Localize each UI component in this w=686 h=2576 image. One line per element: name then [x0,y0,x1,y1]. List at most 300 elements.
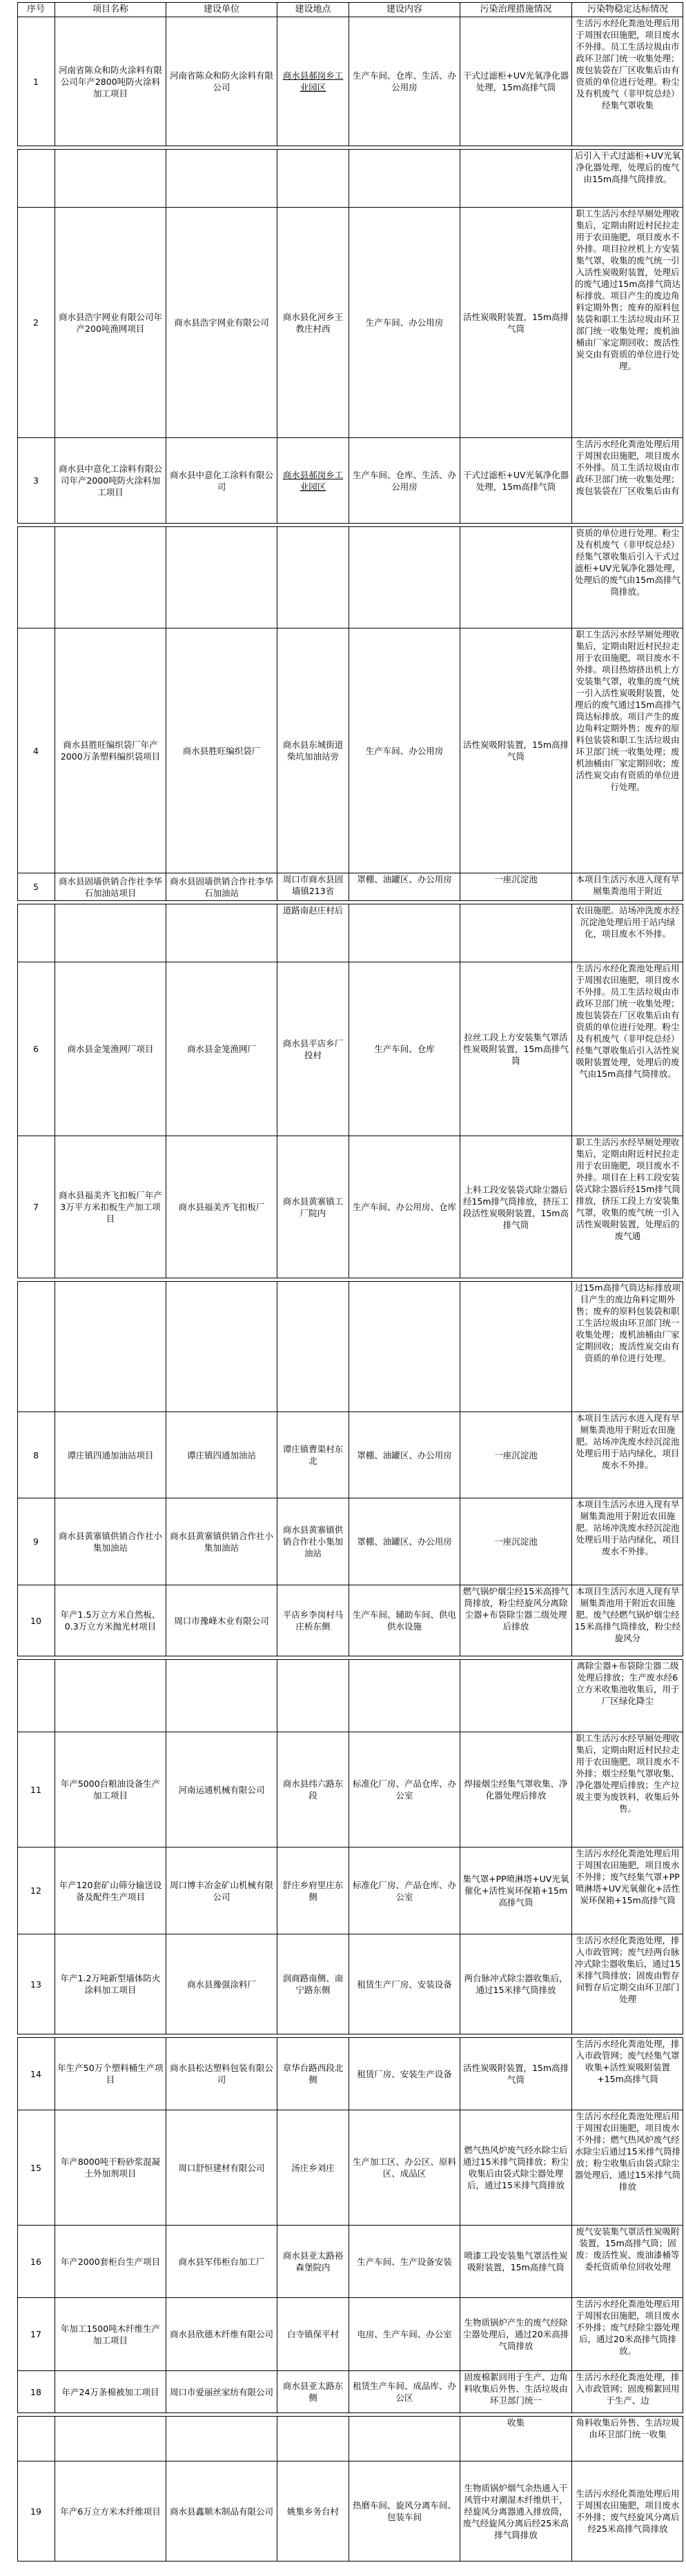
row-number: 6 [33,1044,39,1054]
pollution-measures: 喷漆工段安装集气罩活性炭吸附装置，15m高排气筒 [464,2250,568,2272]
pollution-measures: 燃气锅炉烟尘经15米高排气筒排放，粉尘经旋风分离除尘器+布袋除尘器二级处理后排放 [462,1586,569,1632]
cell-compliance [572,1934,683,2034]
cell-measures [460,1934,572,2034]
cell-measures [460,1585,572,1656]
construction-content: 罩棚、油罐区、办公用房 [357,1536,452,1547]
construction-unit: 河南运通机械有限公司 [178,1784,265,1795]
location: 商水县亚太路裕森堡院内 [282,2250,344,2272]
row-number: 17 [30,2329,41,2339]
pollution-measures: 上料工段安装袋式除尘器后经15m排气筒排放，挤压工段活性炭吸附装置，15m高排气筒 [462,1184,569,1230]
header-cell [277,2,349,17]
row-number: 18 [30,2386,41,2397]
cell-name [55,1732,166,1847]
cell-content [349,1585,460,1656]
cell-no [17,438,55,523]
pollution-measures: 一座沉淀池 [494,1449,538,1460]
table-row [17,1411,683,1498]
cell-compliance [572,628,683,873]
cell-measures [460,1732,572,1847]
cell-compliance [572,150,683,207]
project-name: 年产120套矿山筛分输送设备及配件生产项目 [59,1879,162,1902]
cell-compliance [572,527,683,628]
construction-content: 生产加工区、办公区、原料区、成品区 [352,2157,456,2179]
cell-unit [166,1498,277,1585]
location: 舒庄乡府里庄东侧 [282,1879,344,1902]
pollution-measures: 收集 [507,2417,525,2428]
table-row [17,628,683,873]
construction-unit: 周口舒恒建材有限公司 [178,2162,265,2173]
compliance-text: 生活污水经化粪池处理，排入市政管网；固废棉絮回用于生产、边 [576,2372,680,2406]
cell-unit [166,1732,277,1847]
construction-content: 生产车间、辅助车间、供电供水设施 [352,1609,456,1632]
row-number: 8 [33,1449,39,1460]
cell-compliance [572,2038,683,2110]
header-compliance: 污染物稳定达标情况 [587,4,668,14]
project-name: 商水县福美齐飞扣板厂年产3万平方米扣板生产加工项目 [58,1190,162,1224]
cell-name [55,1412,166,1498]
cell-name [55,1660,166,1732]
table-row [17,2110,683,2225]
cell-unit [166,904,277,962]
cell-content [349,1412,460,1498]
pollution-measures: 一座沉淀池 [494,874,538,884]
cell-measures [460,150,572,207]
table-row [17,207,683,437]
cell-location [277,1660,349,1732]
location: 商水县平店乡厂投村 [282,1038,344,1060]
construction-unit: 商水县军伟柜台加工厂 [178,2256,265,2267]
header-cell [55,2,166,17]
pollution-measures: 干式过滤柜+UV光氧净化器处理，15m高排气筒 [462,70,569,92]
construction-content: 电房、生产车间、办公室 [357,2329,452,2339]
location: 道路南赵庄村后 [282,905,344,915]
construction-unit: 周口市豫峰木业有限公司 [174,1615,269,1626]
pollution-measures: 一座沉淀池 [494,1536,538,1547]
cell-name [55,1934,166,2034]
cell-content [349,2298,460,2370]
table-row [17,962,683,1136]
project-name: 商水县浩宇网业有限公司年产200吨渔网项目 [58,311,162,334]
cell-content [349,1498,460,1585]
construction-content: 热磨车间、旋风分离车间、包装车间 [352,2500,456,2522]
cell-content [349,208,460,437]
pollution-measures: 活性炭吸附装置，15m高排气筒 [462,740,569,762]
row-number: 7 [33,1202,39,1212]
cell-content [349,2038,460,2110]
header-location: 建设地点 [295,4,331,14]
compliance-text: 职工生活污水经旱厕处理收集后，定期由附近村民拉走用于农田施肥，项目废水不外排；烟尘经集气罩收集、净化器处理后排放；生产垃圾主要为废铁料，收集后外售。 [576,1733,680,1814]
table-row [17,437,683,523]
project-name: 商水县胜旺编织袋厂年产2000万条塑料编织袋项目 [60,740,161,762]
cell-measures [460,1660,572,1732]
construction-content: 生产车间、仓库、生活、办公用房 [352,469,456,492]
cell-compliance [572,208,683,437]
row-number: 4 [33,745,39,756]
header-cell [349,2,460,17]
location: 白寺镇保平村 [286,2329,339,2339]
construction-content: 生产车间、办公用房 [365,745,444,756]
cell-unit [166,1282,277,1411]
row-number: 2 [33,317,39,328]
compliance-text: 后引入干式过滤柜+UV光氧净化器处理，处理后的废气由15m高排气筒排放。 [574,150,681,184]
cell-content [349,1136,460,1278]
location: 汤庄乡刘庄 [291,2162,335,2173]
cell-measures [460,962,572,1136]
cell-compliance [572,1136,683,1278]
project-name: 年产1.5万立方米自然板、0.3万立方米抛光材项目 [60,1609,161,1632]
cell-location [277,1136,349,1278]
cell-location [277,17,349,146]
cell-no [17,1732,55,1847]
cell-no [17,2417,55,2461]
location: 谭庄镇曹渠村东北 [282,1444,344,1466]
header-cell [460,2,572,17]
cell-location [277,1498,349,1585]
table-row-continuation [17,2417,683,2461]
cell-content [349,150,460,207]
cell-no [17,904,55,962]
cell-unit [166,2298,277,2370]
table-row [17,1934,683,2034]
compliance-text: 废气安装集气罩活性炭吸附装置，15m高排气筒；固废：废活性炭、废油漆桶等委托资质单位回收处理 [576,2226,680,2272]
project-name: 商水县中意化工涂料有限公司年产2000吨防火涂料加工项目 [58,464,162,497]
cell-no [17,628,55,873]
location: 章华台路西段北侧 [282,2063,344,2085]
cell-compliance [572,904,683,962]
row-number: 11 [30,1784,41,1795]
cell-content [349,2110,460,2225]
header-cell [572,2,683,17]
construction-unit: 商水县欣德木纤维有限公司 [169,2329,273,2339]
cell-name [55,1498,166,1585]
construction-content: 生产车间、仓库 [374,1044,435,1054]
compliance-text: 职工生活污水经旱厕处理收集后，定期由附近村民拉走用于农田施肥，项目废水不外排。项目拉丝机上方安装集气罩，收集的废气统一引入活性炭吸附装置，处理后的废气通过15m高排气筒达标排放。项目产生的废边角料定期外售；废弃的原料包装袋和职工生活垃圾由环卫部门统一收集处理；废机油桶由厂家定期回收；废活性炭交由有资质的单位进行处理。 [574,208,681,371]
cell-no [17,1847,55,1934]
table-row-continuation [17,150,683,207]
construction-content: 标准化厂房、产品仓库、办公室 [352,1879,456,1902]
table-row [17,2038,683,2110]
cell-content [349,2417,460,2461]
cell-content [349,1934,460,2034]
cell-no [17,962,55,1136]
cell-compliance [572,17,683,146]
cell-content [349,527,460,628]
cell-measures [460,2298,572,2370]
cell-content [349,628,460,873]
cell-name [55,2298,166,2370]
location: 商水县黄寨镇工厂院内 [282,1196,344,1218]
row-number: 13 [30,1979,41,1990]
cell-compliance [572,2298,683,2370]
pollution-measures: 两台脉冲式除尘器收集后，通过15米排气筒排放 [464,1973,568,1995]
compliance-text: 生活污水经化粪池处理后用于周围农田施肥，项目废水不外排；废气经除尘器处理后，通过20米高排气筒排放。 [576,2299,680,2356]
cell-content [349,2226,460,2297]
project-name: 年产1.2万吨新型墙体防火涂料加工项目 [60,1973,161,1995]
cell-location [277,2417,349,2461]
construction-content: 生产车间、办公用房、仓库 [352,1202,456,1212]
cell-no [17,2461,55,2561]
cell-location [277,2038,349,2110]
table-header [17,2,683,17]
pollution-measures: 集气罩+PP喷淋塔+UV光氧催化+活性炭环保箱+15m高排气筒 [462,1874,569,1908]
project-name: 商水县固墙供销合作社李华石加油站项目 [58,875,162,898]
cell-content [349,2461,460,2561]
header-no: 序号 [26,4,45,14]
header-unit: 建设单位 [203,4,239,14]
cell-name [55,2110,166,2225]
table-row [17,2370,683,2412]
compliance-text: 角料收集后外售、生活垃圾由环卫部门统一收集 [576,2417,680,2439]
table-row-continuation [17,904,683,962]
cell-compliance [572,1282,683,1411]
project-name: 年产8000吨干粉砂浆混凝土外加剂项目 [60,2157,161,2179]
table-row [17,2297,683,2370]
cell-compliance [572,1732,683,1847]
compliance-text: 生活污水经化粪池处理后用于周围农田施肥，项目废水不外排；燃气热风炉废气经水除尘后通过15米排气筒排放；粉尘收集后由袋式除尘器处理后，通过15米排气筒排放 [574,2111,681,2192]
construction-content: 租赁生产车间、成品库、办公区 [352,2381,456,2403]
cell-location [277,1847,349,1934]
cell-content [349,962,460,1136]
construction-unit: 河南省陈众和防火涂料有限公司 [169,70,273,92]
construction-unit: 商水县金笼渔网厂 [186,1044,256,1054]
table-row [17,1732,683,1847]
cell-measures [460,208,572,437]
cell-unit [166,150,277,207]
pollution-measures: 干式过滤柜+UV光氧净化器处理，15m高排气筒 [462,469,569,492]
cell-compliance [572,438,683,523]
compliance-text: 生活污水经化粪池处理后用于周围农田施肥，项目废水不外排；废气经集气罩+PP喷淋塔+UV光氧催化+活性炭环保箱+15m高排气筒 [575,1848,680,1905]
compliance-text: 本项目生活污水进入现有旱厕集粪池用于附近农田施肥。站场冲洗废水经沉淀池处理后用于站内绿化，项目废水不外排。 [576,1413,680,1470]
row-number: 15 [30,2162,41,2173]
construction-unit: 周口市爱丽丝家纺有限公司 [169,2386,273,2397]
pollution-measures: 拉丝工段上方安装集气罩活性炭吸附装置，15m高排气筒 [462,1032,569,1066]
cell-location [277,2461,349,2561]
cell-content [349,1847,460,1934]
location: 商水县黄寨镇供销合作社小集加油站 [282,1525,344,1558]
construction-content: 租赁生产厂房、安装设备 [357,1979,452,1990]
table-row [17,2225,683,2297]
compliance-text: 生活污水经化粪池处理后用于周围农田施肥，项目废水不外排；废气经旋风分离后经25米高排气筒排放 [576,2488,680,2534]
header-content: 建设内容 [386,4,422,14]
cell-measures [460,1136,572,1278]
pollution-measures: 生物质锅炉烟气余热通入干风管中对潮湿木纤维烘干，经旋风分离器通入排放筒，废气经旋风分离后经25米高排气筒排放 [462,2482,569,2540]
project-name: 谭庄镇四通加油站项目 [67,1449,154,1460]
cell-location [277,1732,349,1847]
cell-measures [460,527,572,628]
compliance-text: 本项目生活污水进入现有旱厕集粪池用于附近农田施肥。站场冲洗废水经沉淀池处理后用于站内绿化，项目废水不外排。 [576,1499,680,1556]
cell-unit [166,2461,277,2561]
compliance-text: 生活污水经化粪池处理后用于周围农田施肥，项目废水不外排。员工生活垃圾由市政环卫部门统一收集处理；废包装袋在厂区收集后由有资质的单位进行处理。粉尘及有机废气（非甲烷总烃）经集气罩收集后引入活性炭吸附装置处理，处理后的废气由15m高排气筒排放。 [576,963,680,1079]
construction-unit: 商水县鑫顺木制品有限公司 [169,2506,273,2517]
cell-compliance [572,2371,683,2412]
cell-name [55,1282,166,1411]
cell-unit [166,208,277,437]
cell-unit [166,873,277,900]
cell-name [55,1847,166,1934]
construction-unit: 商水县黄寨镇供销合作社小集加油站 [169,1530,273,1553]
location: 商水县郝岗乡工业园区 [282,70,344,92]
row-number: 14 [30,2068,41,2079]
cell-no [17,2226,55,2297]
table-row-continuation [17,1660,683,1732]
table-row [17,2461,683,2561]
cell-name [55,150,166,207]
construction-unit: 商水县胜旺编织袋厂 [182,745,261,756]
cell-unit [166,1585,277,1656]
project-name: 年生产50万个塑料桶生产项目 [57,2063,164,2085]
cell-compliance [572,2226,683,2297]
cell-name [55,1585,166,1656]
cell-compliance [572,1585,683,1656]
header-measures: 污染治理措施情况 [480,4,552,14]
cell-location [277,1585,349,1656]
cell-no [17,1412,55,1498]
cell-compliance [572,1498,683,1585]
cell-location [277,2298,349,2370]
pollution-measures: 燃气热风炉废气经水除尘后通过15米排气筒排放；粉尘收集后由袋式除尘器处理后，通过15米排气筒排放 [462,2145,569,2190]
cell-measures [460,2417,572,2461]
cell-no [17,1282,55,1411]
row-number: 3 [33,475,39,486]
compliance-text: 农田施肥。站场冲洗废水经沉淀池处理后用于站内绿化，项目废水不外排。 [576,905,680,939]
project-name: 年产6万立方米木纤维项目 [60,2506,161,2517]
project-name: 商水县金笼渔网厂项目 [67,1044,154,1054]
cell-no [17,1498,55,1585]
compliance-text: 职工生活污水经旱厕处理收集后，定期由附近村民拉走用于农田施肥，项目废水不外排。项目在上料工段安装袋式除尘器后经15m排气筒排放，挤压工段上方安装集气罩，收集的废气统一引入活性炭吸附装置，处理后的废气通 [574,1137,681,1241]
cell-unit [166,438,277,523]
cell-no [17,208,55,437]
cell-measures [460,628,572,873]
cell-measures [460,1498,572,1585]
cell-unit [166,628,277,873]
cell-content [349,438,460,523]
cell-no [17,1585,55,1656]
construction-content: 罩棚、油罐区、办公用房 [357,1449,452,1460]
cell-location [277,150,349,207]
cell-unit [166,962,277,1136]
cell-location [277,1934,349,2034]
project-name: 年产24万条棉被加工项目 [61,2386,159,2397]
project-name: 商水县黄寨镇供销合作社小集加油站 [58,1530,162,1553]
construction-content: 标准化厂房、产品仓库、办公室 [352,1779,456,1801]
pollution-measures: 生物质锅炉产生的废气经除尘器处理后，通过20米高排气筒排放 [462,2317,569,2351]
location: 商水县纬六路东段 [282,1779,344,1801]
cell-location [277,1412,349,1498]
location: 商水县亚太路东侧 [282,2381,344,2403]
row-number: 19 [30,2506,41,2517]
cell-content [349,1660,460,1732]
cell-name [55,527,166,628]
cell-compliance [572,2417,683,2461]
cell-content [349,1732,460,1847]
cell-name [55,2038,166,2110]
cell-measures [460,2461,572,2561]
location: 商水县东城街道柴坑加油站旁 [282,740,344,762]
cell-compliance [572,2461,683,2561]
table-row-continuation [17,527,683,628]
cell-unit [166,1136,277,1278]
construction-content: 租赁厂房、安装生产设备 [357,2068,452,2079]
cell-measures [460,873,572,900]
cell-unit [166,17,277,146]
cell-name [55,17,166,146]
cell-location [277,2110,349,2225]
header-cell [17,2,55,17]
project-name: 河南省陈众和防火涂料有限公司年产2800吨防火涂料加工项目 [58,64,162,99]
cell-location [277,438,349,523]
construction-unit: 商水县福美齐飞扣板厂 [178,1202,265,1212]
cell-measures [460,1412,572,1498]
table-row [17,873,683,900]
cell-compliance [572,2110,683,2225]
cell-compliance [572,962,683,1136]
compliance-text: 职工生活污水经旱厕处理收集后，定期由附近村民拉走用于农田施肥，项目废水不外排。项目热熔挤出机上方安装集气罩，收集的废气统一引入活性炭吸附装置，处理后的废气通过15m高排气筒达标排放。项目产生的废边角料定期外售；废弃的原料包装袋和职工生活垃圾由环卫部门统一收集处理；废机油桶由厂家定期回收；废活性炭交由有资质的单位进行处理。 [574,629,681,792]
cell-no [17,2038,55,2110]
cell-unit [166,527,277,628]
cell-name [55,2417,166,2461]
cell-location [277,527,349,628]
construction-unit: 商水县浩宇网业有限公司 [174,317,269,328]
cell-content [349,873,460,900]
header-cell [166,2,277,17]
cell-measures [460,2038,572,2110]
location: 平店乡李岗村马庄桥东侧 [282,1609,344,1632]
cell-no [17,17,55,146]
cell-location [277,904,349,962]
pollution-measures: 焊接烟尘经集气罩收集、净化器处理后排放 [464,1779,568,1801]
cell-unit [166,2226,277,2297]
construction-unit: 周口博丰冶金矿山机械有限公司 [169,1879,273,1902]
cell-content [349,2371,460,2412]
cell-no [17,1660,55,1732]
cell-unit [166,1660,277,1732]
compliance-text: 过15m高排气筒达标排放项目产生的废边角料定期外售；废弃的原料包装袋和职工生活垃圾由环卫部门统一收集处理；废机油桶由厂家定期回收；废活性炭交由有资质的单位进行处理。 [574,1282,681,1363]
row-number: 5 [33,882,39,892]
cell-name [55,438,166,523]
table-row [17,1847,683,1934]
cell-unit [166,1934,277,2034]
cell-name [55,962,166,1136]
cell-name [55,2371,166,2412]
cell-no [17,873,55,900]
cell-no [17,2371,55,2412]
cell-name [55,873,166,900]
construction-content: 罩棚、油罐区、办公用房 [357,874,452,884]
construction-unit: 商水县固墙供销合作社李华石加油站 [169,875,273,898]
project-name: 年加工1500吨木纤维生产加工项目 [60,2323,161,2346]
cell-content [349,1282,460,1411]
table-row [17,1498,683,1585]
compliance-text: 本项目生活污水进入现有旱厕集粪池用于附近农田施肥。废气经燃气锅炉烟尘经15米高排气筒排放，粉尘经旋风分 [574,1586,681,1643]
cell-no [17,527,55,628]
cell-location [277,873,349,900]
cell-name [55,628,166,873]
cell-unit [166,2038,277,2110]
cell-measures [460,1282,572,1411]
cell-measures [460,2110,572,2225]
cell-location [277,2226,349,2297]
location: 润商路南侧、南宁路东侧 [282,1973,344,1995]
cell-compliance [572,1847,683,1934]
cell-name [55,2461,166,2561]
cell-location [277,962,349,1136]
cell-name [55,2226,166,2297]
cell-no [17,1934,55,2034]
cell-content [349,17,460,146]
table-row [17,17,683,146]
row-number: 16 [30,2256,41,2267]
compliance-text: 生活污水经化粪池处理后用于周围农田施肥，项目废水不外排。员工生活垃圾由市政环卫部门统一收集处理；废包装袋在厂区收集后由有 [576,439,680,496]
